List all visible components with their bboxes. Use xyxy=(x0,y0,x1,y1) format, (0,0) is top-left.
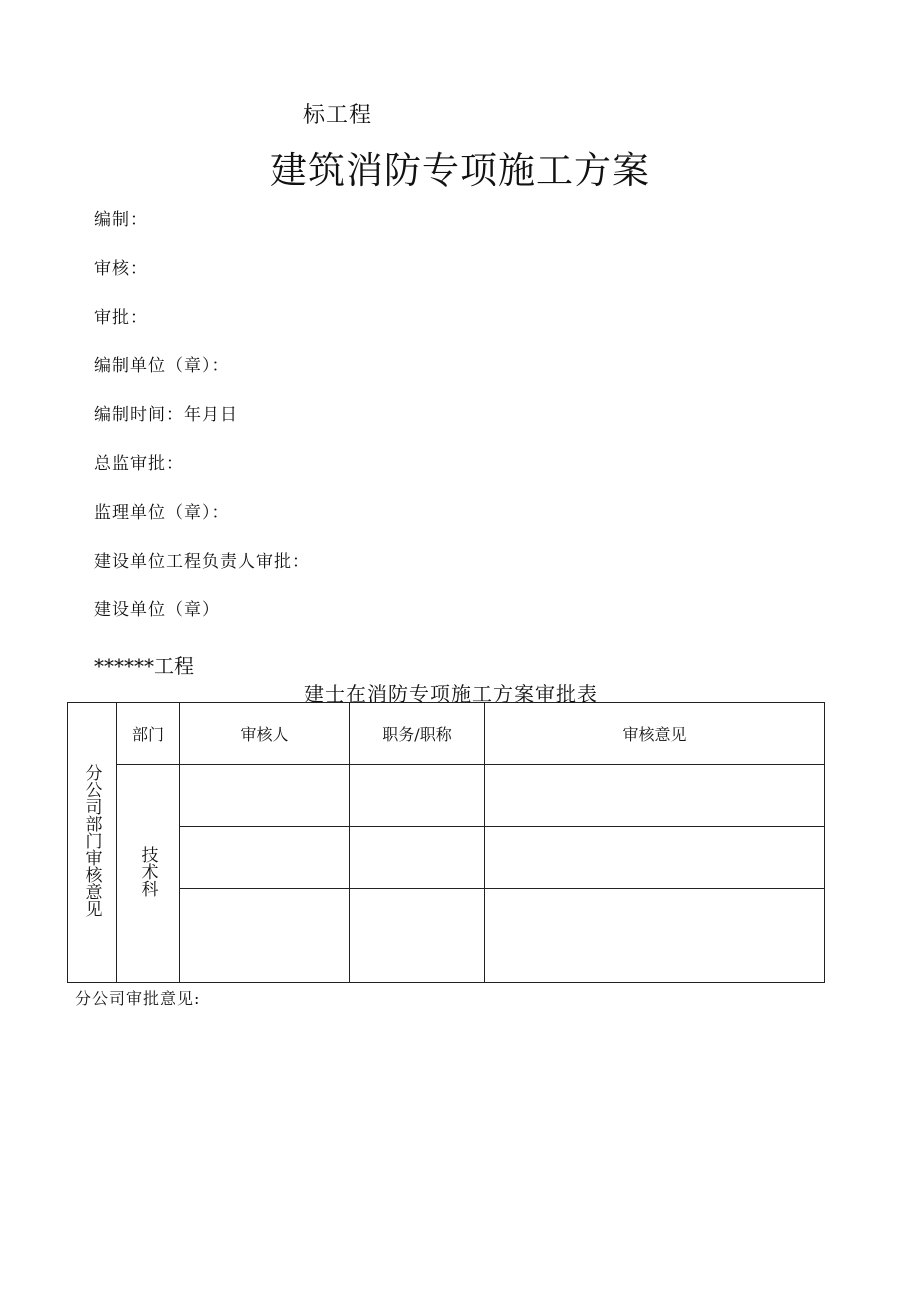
group-label-cell xyxy=(68,703,117,983)
table-row xyxy=(68,827,825,889)
project-name-line: ******工程 xyxy=(94,654,194,678)
table-row xyxy=(68,889,825,983)
opinion-cell[interactable] xyxy=(485,889,825,983)
table-header-row xyxy=(68,703,825,765)
header-position: 职务/职称 xyxy=(350,703,485,765)
department-cell xyxy=(117,765,180,983)
project-subtitle: 标工程 xyxy=(303,103,373,128)
field-compiler: 编制： xyxy=(94,210,148,230)
header-department: 部门 xyxy=(117,703,180,765)
approval-table xyxy=(67,702,825,983)
field-supervision-unit: 监理单位（章）： xyxy=(94,503,230,523)
field-owner-project-lead: 建设单位工程负责人审批： xyxy=(94,552,310,572)
reviewer-cell[interactable] xyxy=(180,765,350,827)
field-reviewer: 审核： xyxy=(94,259,148,279)
opinion-cell[interactable] xyxy=(485,765,825,827)
reviewer-cell[interactable] xyxy=(180,889,350,983)
document-title: 建筑消防专项施工方案 xyxy=(270,149,650,192)
table-row xyxy=(68,765,825,827)
field-approver: 审批： xyxy=(94,308,148,328)
reviewer-cell[interactable] xyxy=(180,827,350,889)
field-owner-unit: 建设单位（章） xyxy=(94,600,220,620)
department-label: 技术科 xyxy=(137,846,158,897)
field-compiling-unit: 编制单位（章）： xyxy=(94,356,230,376)
field-compile-date: 编制时间：年月日 xyxy=(94,405,238,425)
branch-approval-note: 分公司审批意见: xyxy=(75,989,201,1008)
opinion-cell[interactable] xyxy=(485,827,825,889)
header-opinion: 审核意见 xyxy=(485,703,825,765)
position-cell[interactable] xyxy=(350,889,485,983)
position-cell[interactable] xyxy=(350,827,485,889)
field-chief-supervisor: 总监审批： xyxy=(94,454,184,474)
table-title: 建士在消防专项施工方案审批表 xyxy=(304,682,598,706)
group-label: 分公司部门审核意见 xyxy=(81,764,102,917)
header-reviewer: 审核人 xyxy=(180,703,350,765)
position-cell[interactable] xyxy=(350,765,485,827)
